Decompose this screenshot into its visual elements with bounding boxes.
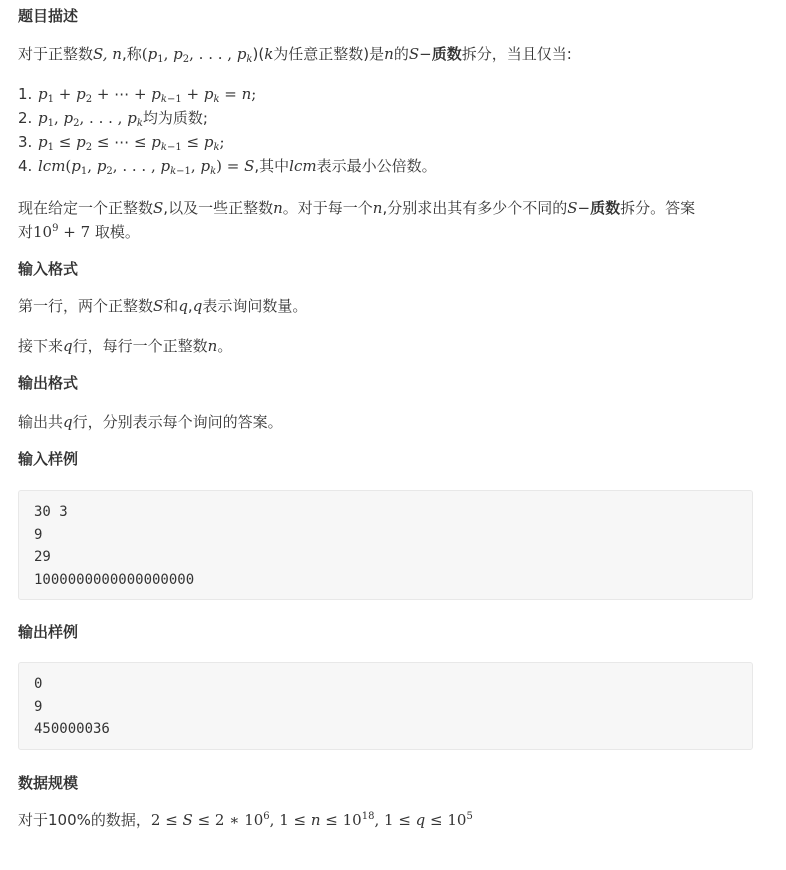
heading-description: 题目描述: [18, 7, 79, 25]
heading-output-format: 输出格式: [18, 374, 79, 392]
task-paragraph: 现在给定一个正整数S,以及一些正整数n。对于每一个n,分别求出其有多少个不同的S−质数拆分。答案: [18, 199, 696, 217]
output-sample-block[interactable]: [18, 662, 753, 750]
input-sample-block[interactable]: [18, 490, 753, 600]
code-line: 9: [34, 698, 43, 715]
code-line: 1000000000000000000: [34, 571, 195, 588]
definition-paragraph: 对于正整数S, n,称($p_1$, $p_2$, . . . , $p_k)(k$为任意正整数)是n的S−质数拆分，当且仅当:: [18, 45, 572, 65]
heading-input-sample: 输入样例: [18, 450, 79, 468]
code-line: 30 3: [34, 504, 68, 520]
conditions-list: [18, 82, 437, 178]
data-scale-line: 对于100%的数据，2 ≤ S ≤ 2 ∗ $10^6$, $1 \le n \le 10^{18}$, $1 \le q \le 10^5$: [18, 811, 473, 829]
condition-item: 3. $p_1 \le p_2$ ≤ ⋯ ≤ $p_{k-1} \le p_k$;: [18, 133, 225, 153]
input-format-line2: 接下来q行，每行一个正整数n。: [18, 337, 233, 355]
heading-output-sample: 输出样例: [18, 623, 79, 641]
heading-data-scale: 数据规模: [18, 774, 79, 792]
condition-item: 1. $p_1 + p_2$ + ⋯ + $p_{k-1} + p_k = n$;: [18, 85, 257, 105]
condition-item: 2. $p_1$, $p_2$, . . . , $p_k$均为质数;: [18, 109, 208, 129]
code-line: 29: [34, 549, 51, 565]
heading-input-format: 输入格式: [18, 260, 79, 278]
code-line: 9: [34, 526, 43, 543]
code-line: 450000036: [34, 721, 110, 737]
code-line: 0: [34, 676, 43, 692]
output-format-line: 输出共q行，分别表示每个询问的答案。: [18, 413, 283, 431]
condition-item: 4. $lcm(p_1$, $p_2$, . . . , $p_{k-1}$, $p_k) = S$,其中lcm表示最小公倍数。: [18, 157, 437, 177]
input-format-line1: 第一行，两个正整数S和q,q表示询问数量。: [18, 297, 308, 315]
task-paragraph-line2: 对$10^9 + 7$ 取模。: [18, 223, 140, 241]
